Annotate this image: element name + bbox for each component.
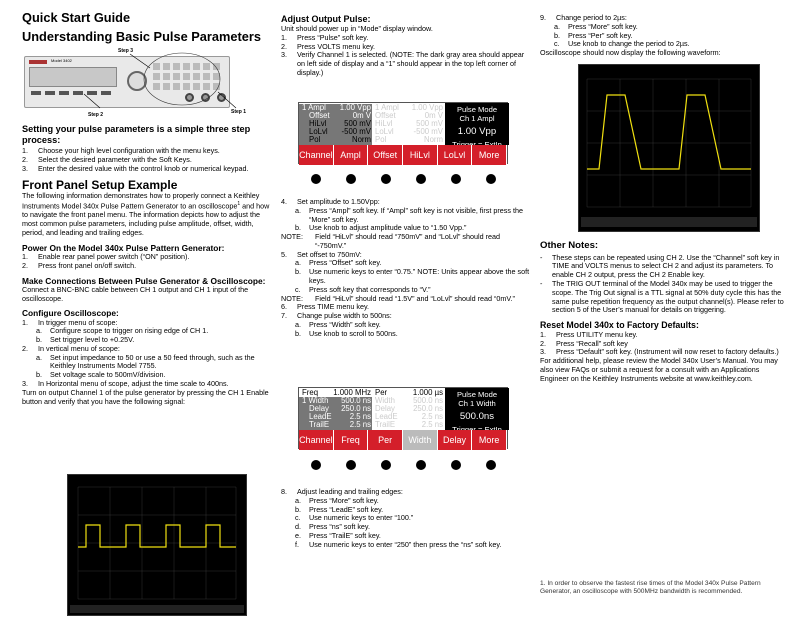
list-item: Press “Pulse” soft key.	[297, 32, 369, 42]
soft-key-labels	[299, 145, 507, 165]
tab-per[interactable]: Per	[368, 430, 403, 450]
tab-lolvl[interactable]: LoLvl	[438, 145, 473, 165]
soft-key-buttons	[298, 174, 508, 184]
adjust-intro: Unit should power up in “Mode” display window.	[281, 23, 433, 33]
front-panel-figure	[22, 48, 272, 120]
list-item: Press “Recall” soft key	[556, 338, 628, 348]
list-item: Press “Ampl” soft key. If “Ampl” soft key is not visible, first press the “More” soft key.	[309, 205, 523, 224]
list-item: Set voltage scale to 500mV/division.	[50, 370, 166, 380]
scope-note: Oscilloscope should now display the following waveform:	[540, 48, 721, 58]
tab-offset[interactable]: Offset	[368, 145, 403, 165]
list-item: Enable rear panel power switch (“ON” position).	[38, 251, 190, 261]
list-item: Configure scope to trigger on rising edge of CH 1.	[50, 326, 209, 336]
instrument-name: Model 3402	[51, 58, 72, 63]
list-item: Use knob to adjust amplitude value to “1.50 Vpp.”	[309, 223, 467, 233]
setup-steps: 1. Choose your high level configuration with the menu keys. 2. Select the desired parameter with the Soft Keys. 3. Enter the desired value with the control knob or numerical keypad.	[22, 147, 272, 173]
soft-key-button[interactable]	[381, 174, 391, 184]
list-item: These steps can be repeated using CH 2. Use the “Channel” soft key in TIME and VOLTS menus to select CH 2 and adjust its parameters. To enable CH 2 output, press the CH 2 Enable key.	[552, 252, 780, 280]
soft-key-button[interactable]	[451, 174, 461, 184]
column-left	[22, 0, 272, 623]
reset-heading: Reset Model 340x to Factory Defaults:	[540, 320, 699, 331]
step-9: 9. Change period to 2µs: a. Press “More” soft key. b. Press “Per” soft key. c. Use knob to change the period to 2µs.	[540, 14, 790, 49]
reset-steps: 1. Press UTILITY menu key. 2. Press “Recall” soft key 3. Press “Default” soft key. (Instrument will now reset to factory defaults.)	[540, 331, 790, 357]
list-item: Press “More” soft key.	[309, 495, 379, 505]
list-item: Press “Per” soft key.	[568, 30, 633, 40]
tab-more[interactable]: More	[472, 430, 507, 450]
list-item: Press “Default” soft key. (Instrument will now reset to factory defaults.)	[556, 347, 779, 357]
power-heading: Power On the Model 340x Pulse Pattern Generator:	[22, 242, 225, 253]
list-item: Press soft key that corresponds to “V.”	[309, 284, 431, 294]
list-item: Press TIME menu key.	[297, 302, 370, 312]
tab-freq[interactable]: Freq	[334, 430, 369, 450]
soft-key-buttons	[298, 460, 508, 470]
callout-step2: Step 2	[88, 112, 104, 118]
list-item: Press “Width” soft key.	[309, 319, 381, 329]
soft-key-button[interactable]	[311, 460, 321, 470]
turn-on-text: Turn on output Channel 1 of the pulse generator by pressing the CH 1 Enable button and verify that you have the following signal:	[22, 387, 269, 406]
tab-hilvl[interactable]: HiLvl	[403, 145, 438, 165]
section-title: Understanding Basic Pulse Parameters	[22, 28, 261, 44]
callout-step1: Step 1	[231, 109, 247, 115]
list-item: Press UTILITY menu key.	[556, 329, 638, 339]
tab-channel[interactable]: Channel	[299, 145, 334, 165]
oscilloscope-screenshot-2	[578, 64, 760, 232]
soft-key-button[interactable]	[416, 460, 426, 470]
list-item: Enter the desired value with the control knob or numerical keypad.	[38, 164, 249, 173]
list-item: Set input impedance to 50 or use a 50 feed through, such as the Keithley Instruments Model 7755.	[50, 352, 255, 371]
list-item: Press front panel on/off switch.	[38, 260, 137, 270]
help-text: For additional help, please review the Model 340x User’s Manual. You may also view FAQs or submit a request for a consult with an Applications Engineer on the Keithley Instruments website at www.keithley.com.	[540, 356, 778, 383]
tab-more[interactable]: More	[472, 145, 507, 165]
soft-key-button[interactable]	[346, 174, 356, 184]
column-middle	[281, 0, 533, 623]
soft-key-labels	[299, 430, 507, 450]
soft-key-button[interactable]	[311, 174, 321, 184]
other-notes: - These steps can be repeated using CH 2. Use the “Channel” soft key in TIME and VOLTS menus to select CH 2 and adjust its parameters. To enable CH 2 output, press the CH 2 Enable key. - The TRIG OUT terminal of the Model 340x may be used to trigger the scope. The Trig Out signal is a TTL signal at 50% duty cycle this has the same pulse repetition frequency as the output channel(s). Please refer to section 5 of the User’s manual for details on triggering.	[540, 254, 790, 315]
list-item: Change pulse width to 500ns:	[297, 311, 392, 321]
front-panel-heading: Front Panel Setup Example	[22, 177, 178, 192]
footnote: 1. In order to observe the fastest rise times of the Model 340x Pulse Pattern Generator, an oscilloscope with 500MHz bandwidth is recommended.	[540, 580, 761, 595]
list-item: Adjust leading and trailing edges:	[297, 487, 403, 496]
scope-steps: 1. In trigger menu of scope: a. Configure scope to trigger on rising edge of CH 1. b. Set trigger level to +0.25V. 2. In vertical menu of scope: a. Set input impedance to 50 or use a 50 feed through, such as the Keithley Instruments Model 7755. b. Set voltage scale to 500mV/division. 3. In Horizontal menu of scope, adjust the time scale to 400ns.	[22, 319, 272, 389]
list-item: Use numeric keys to enter “250” then press the “ns” soft key.	[309, 539, 502, 549]
step-8: 8. Adjust leading and trailing edges: a. Press “More” soft key. b. Press “LeadE” soft key. c. Use numeric keys to enter “100.” d. Press “ns” soft key. e. Press “TrailE” soft key. f. Use numeric keys to enter “250” then press the “ns” soft key.	[281, 488, 533, 549]
list-item: Set offset to 750mV:	[297, 249, 362, 259]
other-notes-heading: Other Notes:	[540, 240, 599, 251]
list-item: Select the desired parameter with the Soft Keys.	[38, 155, 192, 165]
tab-channel[interactable]: Channel	[299, 430, 334, 450]
list-item: Press “ns” soft key.	[309, 522, 370, 532]
list-item: In Horizontal menu of scope, adjust the time scale to 400ns.	[38, 379, 229, 389]
steps-4-7: 4. Set amplitude to 1.50Vpp: a. Press “Ampl” soft key. If “Ampl” soft key is not visible, first press the “More” soft key. b. Use knob to adjust amplitude value to “1.50 Vpp.” NOTE: Field “HiLvl” should read “750mV” and “LoLvl” should read “-750mV.” 5. Set offset to 750mV: a. Press “Offset” soft key. b. Use numeric keys to enter “0.75.” NOTE: Units appear above the soft keys. c. Press soft key that corresponds to “V.” NOTE: Field “HiLvl” should read “1.5V” and “LoLvl” should read “0mV.” 6. Press TIME menu key. 7. Change pulse width to 500ns: a. Press “Width” soft key. b. Use knob to scroll to 500ns.	[281, 198, 533, 339]
callout-lines	[22, 48, 272, 120]
lcd-panel: Pulse Mode Ch 1 Ampl 1.00 Vpp	[445, 103, 509, 145]
list-item: Change period to 2µs:	[556, 13, 627, 22]
instrument-display-ampl: 1 Ampl 1.00 Vpp 1 Ampl 1.00 Vpp Offset 0m V Offset 0m V HiLvl 500 mV HiLvl 500 mV LoLvl -500 mV LoLvl -500 mV Pol Norm Pol Norm Pulse Mode Ch 1 Ampl 1.00 Vpp Channel Ampl Offset HiLvl LoLvl More	[298, 102, 508, 164]
list-item: Field “HiLvl” should read “1.5V” and “LoLvl” should read “0mV.”	[315, 293, 515, 303]
soft-key-button[interactable]	[416, 174, 426, 184]
soft-key-button[interactable]	[486, 174, 496, 184]
callout-step3: Step 3	[118, 48, 134, 54]
adjust-steps: 1. Press “Pulse” soft key. 2. Press VOLTS menu key. 3. Verify Channel 1 is selected. (NOTE: The dark gray area should appear on left side of display and a “1” should appear in the top left corner of display.)	[281, 34, 533, 78]
tab-delay[interactable]: Delay	[438, 430, 473, 450]
list-item: In trigger menu of scope:	[38, 317, 118, 327]
scope-heading: Configure Oscilloscope:	[22, 308, 119, 319]
front-panel-text: The following information demonstrates how to properly connect a Keithley Instruments Model 340x Pulse Pattern Generator to an oscilloscope$^1$ and how to navigate the front panel menu. The information depicts how to adjust the most common pulse parameters, including pulse amplitude, offset, width, period, and leading and trailing edges.	[22, 191, 270, 237]
soft-key-button[interactable]	[381, 460, 391, 470]
power-steps: 1. Enable rear panel power switch (“ON” position). 2. Press front panel on/off switch.	[22, 253, 272, 271]
soft-key-button[interactable]	[451, 460, 461, 470]
column-right	[540, 0, 790, 623]
list-item: Use numeric keys to enter “100.”	[309, 513, 414, 523]
adjust-heading: Adjust Output Pulse:	[281, 14, 371, 24]
list-item: Press VOLTS menu key.	[297, 41, 376, 51]
connect-text: Connect a BNC-BNC cable between CH 1 output and CH 1 input of the oscilloscope.	[22, 284, 249, 303]
list-item: In vertical menu of scope:	[38, 343, 120, 353]
list-item: Set trigger level to +0.25V.	[50, 335, 135, 345]
setup-heading: Setting your pulse parameters is a simple three step process:	[22, 124, 251, 146]
soft-key-button[interactable]	[346, 460, 356, 470]
list-item: Press “Offset” soft key.	[309, 258, 382, 268]
list-item: Use numeric keys to enter “0.75.” NOTE: Units appear above the soft keys.	[309, 267, 530, 286]
list-item: Verify Channel 1 is selected. (NOTE: The dark gray area should appear on left side of display and a “1” should appear in the top left corner of display.)	[297, 50, 525, 77]
list-item: Use knob to scroll to 500ns.	[309, 328, 398, 338]
scope-trace-square	[68, 475, 246, 615]
list-item: Press “TrailE” soft key.	[309, 530, 381, 540]
list-item: Press “LeadE” soft key.	[309, 504, 384, 514]
tab-ampl[interactable]: Ampl	[334, 145, 369, 165]
list-item: Press “More” soft key.	[568, 21, 638, 31]
tab-width[interactable]: Width	[403, 430, 438, 450]
connect-heading: Make Connections Between Pulse Generator & Oscilloscope:	[22, 275, 266, 286]
list-item: Field “HiLvl” should read “750mV” and “LoLvl” should read “-750mV.”	[315, 232, 500, 250]
soft-key-button[interactable]	[486, 460, 496, 470]
list-item: Use knob to change the period to 2µs.	[568, 39, 690, 49]
page-title: Quick Start Guide	[22, 10, 131, 25]
list-item: Set amplitude to 1.50Vpp:	[297, 197, 380, 206]
instrument-display-width: Freq 1.000 MHz Per 1.000 µs 1 Width 500.0 ns Width 500.0 ns Delay 250.0 ns Delay 250.0 ns LeadE 2.5 ns LeadE 2.5 ns TrailE 2.5 ns TrailE 2.5 ns Pulse Mode Ch 1 Width 500.0ns Channel Freq Per Width Delay More	[298, 387, 508, 449]
lcd-panel: Pulse Mode Ch 1 Width 500.0ns	[445, 388, 509, 430]
list-item: The TRIG OUT terminal of the Model 340x may be used to trigger the scope. The Trig Out signal is a TTL signal at 50% duty cycle this has the same pulse repetition frequency as the output channel(s). Please refer to section 5 of the User’s manual for details on triggering.	[552, 279, 784, 315]
scope-trace-trapezoid	[579, 65, 759, 231]
oscilloscope-screenshot-1	[67, 474, 247, 616]
list-item: Choose your high level configuration with the menu keys.	[38, 146, 220, 156]
